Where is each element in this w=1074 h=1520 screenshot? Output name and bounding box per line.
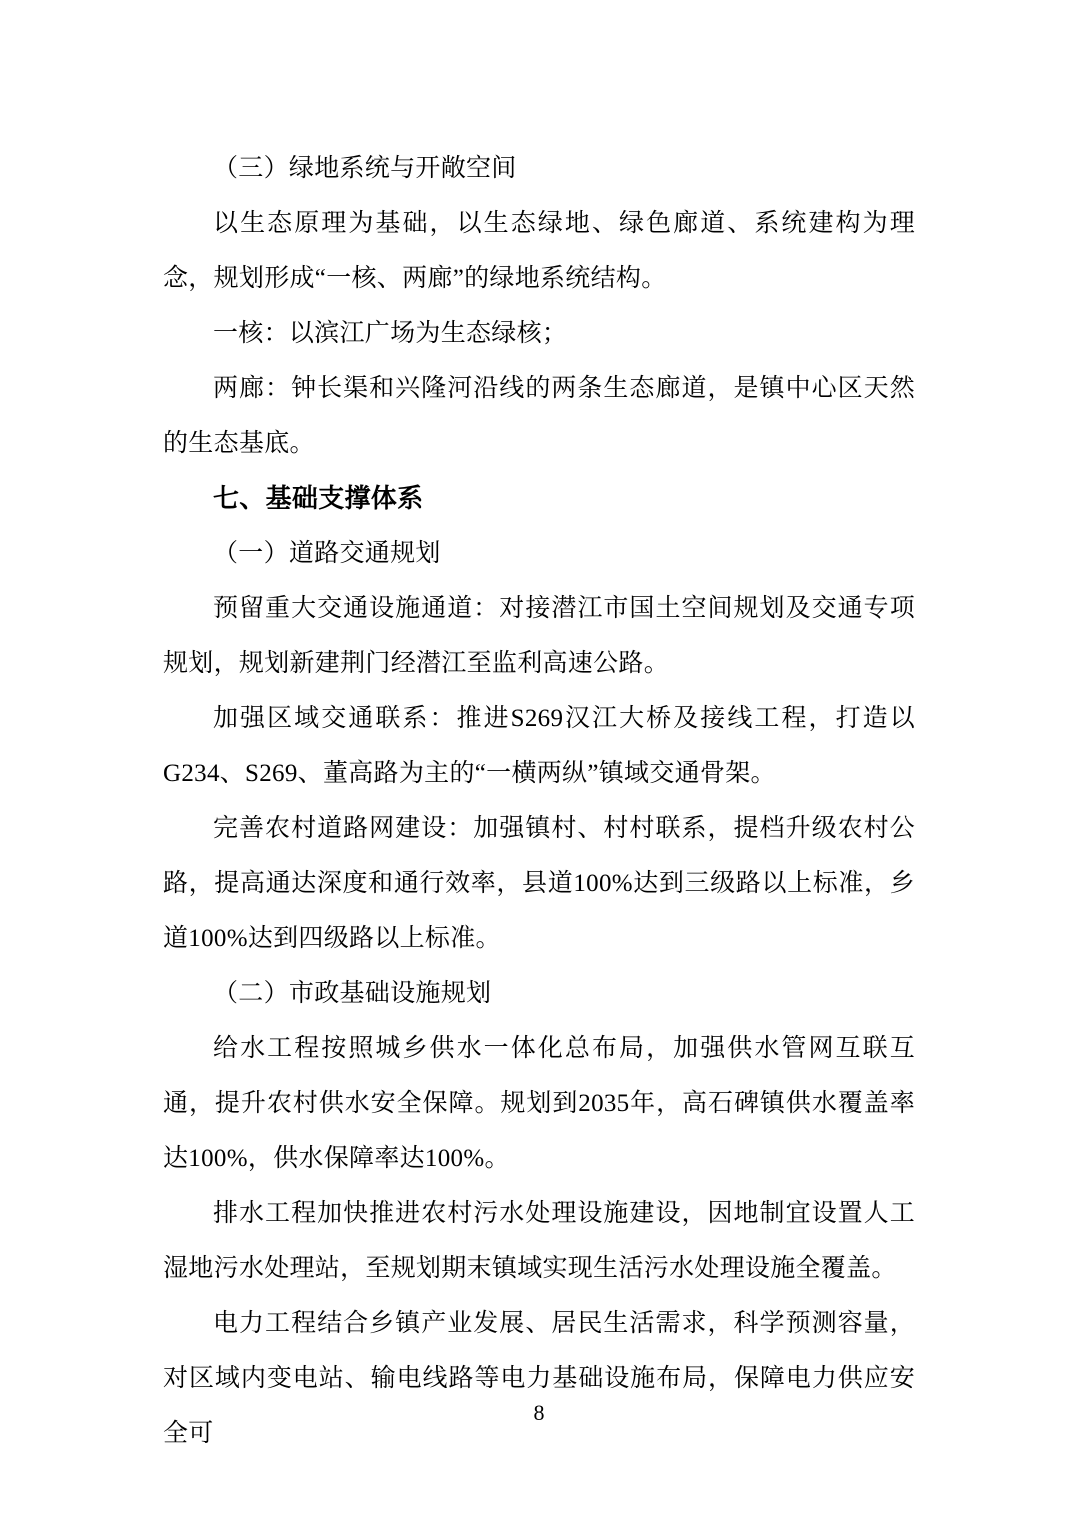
- paragraph-rural-road-network: 完善农村道路网建设：加强镇村、村村联系，提档升级农村公路，提高通达深度和通行效率，县道100%达到三级路以上标准，乡道100%达到四级路以上标准。: [163, 815, 915, 952]
- page-number: 8: [533, 1400, 545, 1425]
- paragraph-green-space-concept: 以生态原理为基础，以生态绿地、绿色廊道、系统建构为理念，规划形成“一核、两廊”的绿地系统结构。: [163, 210, 915, 292]
- paragraph-drainage: 排水工程加快推进农村污水处理设施建设，因地制宜设置人工湿地污水处理站，至规划期末镇域实现生活污水处理设施全覆盖。: [163, 1200, 915, 1282]
- document-body: [163, 141, 915, 1461]
- paragraph-one-core: 一核：以滨江广场为生态绿核；: [213, 320, 568, 347]
- paragraph-two-corridors: 两廊：钟长渠和兴隆河沿线的两条生态廊道，是镇中心区天然的生态基底。: [163, 375, 915, 457]
- paragraph-regional-transport-links: 加强区域交通联系：推进S269汉江大桥及接线工程，打造以G234、S269、董高路为主的“一横两纵”镇域交通骨架。: [163, 705, 915, 787]
- chapter-heading-support-system: 七、基础支撑体系: [213, 483, 424, 513]
- subsection-heading-road-traffic: （一）道路交通规划: [213, 540, 441, 567]
- paragraph-water-supply: 给水工程按照城乡供水一体化总布局，加强供水管网互联互通，提升农村供水安全保障。规划到2035年，高石碑镇供水覆盖率达100%，供水保障率达100%。: [163, 1035, 915, 1172]
- paragraph-electric-power: 电力工程结合乡镇产业发展、居民生活需求，科学预测容量，对区域内变电站、输电线路等电力基础设施布局，保障电力供应安全可: [163, 1310, 915, 1447]
- subsection-heading-green-space: （三）绿地系统与开敞空间: [213, 155, 517, 182]
- paragraph-major-transport-corridor: 预留重大交通设施通道：对接潜江市国土空间规划及交通专项规划，规划新建荆门经潜江至监利高速公路。: [163, 595, 915, 677]
- subsection-heading-municipal-infrastructure: （二）市政基础设施规划: [213, 980, 492, 1007]
